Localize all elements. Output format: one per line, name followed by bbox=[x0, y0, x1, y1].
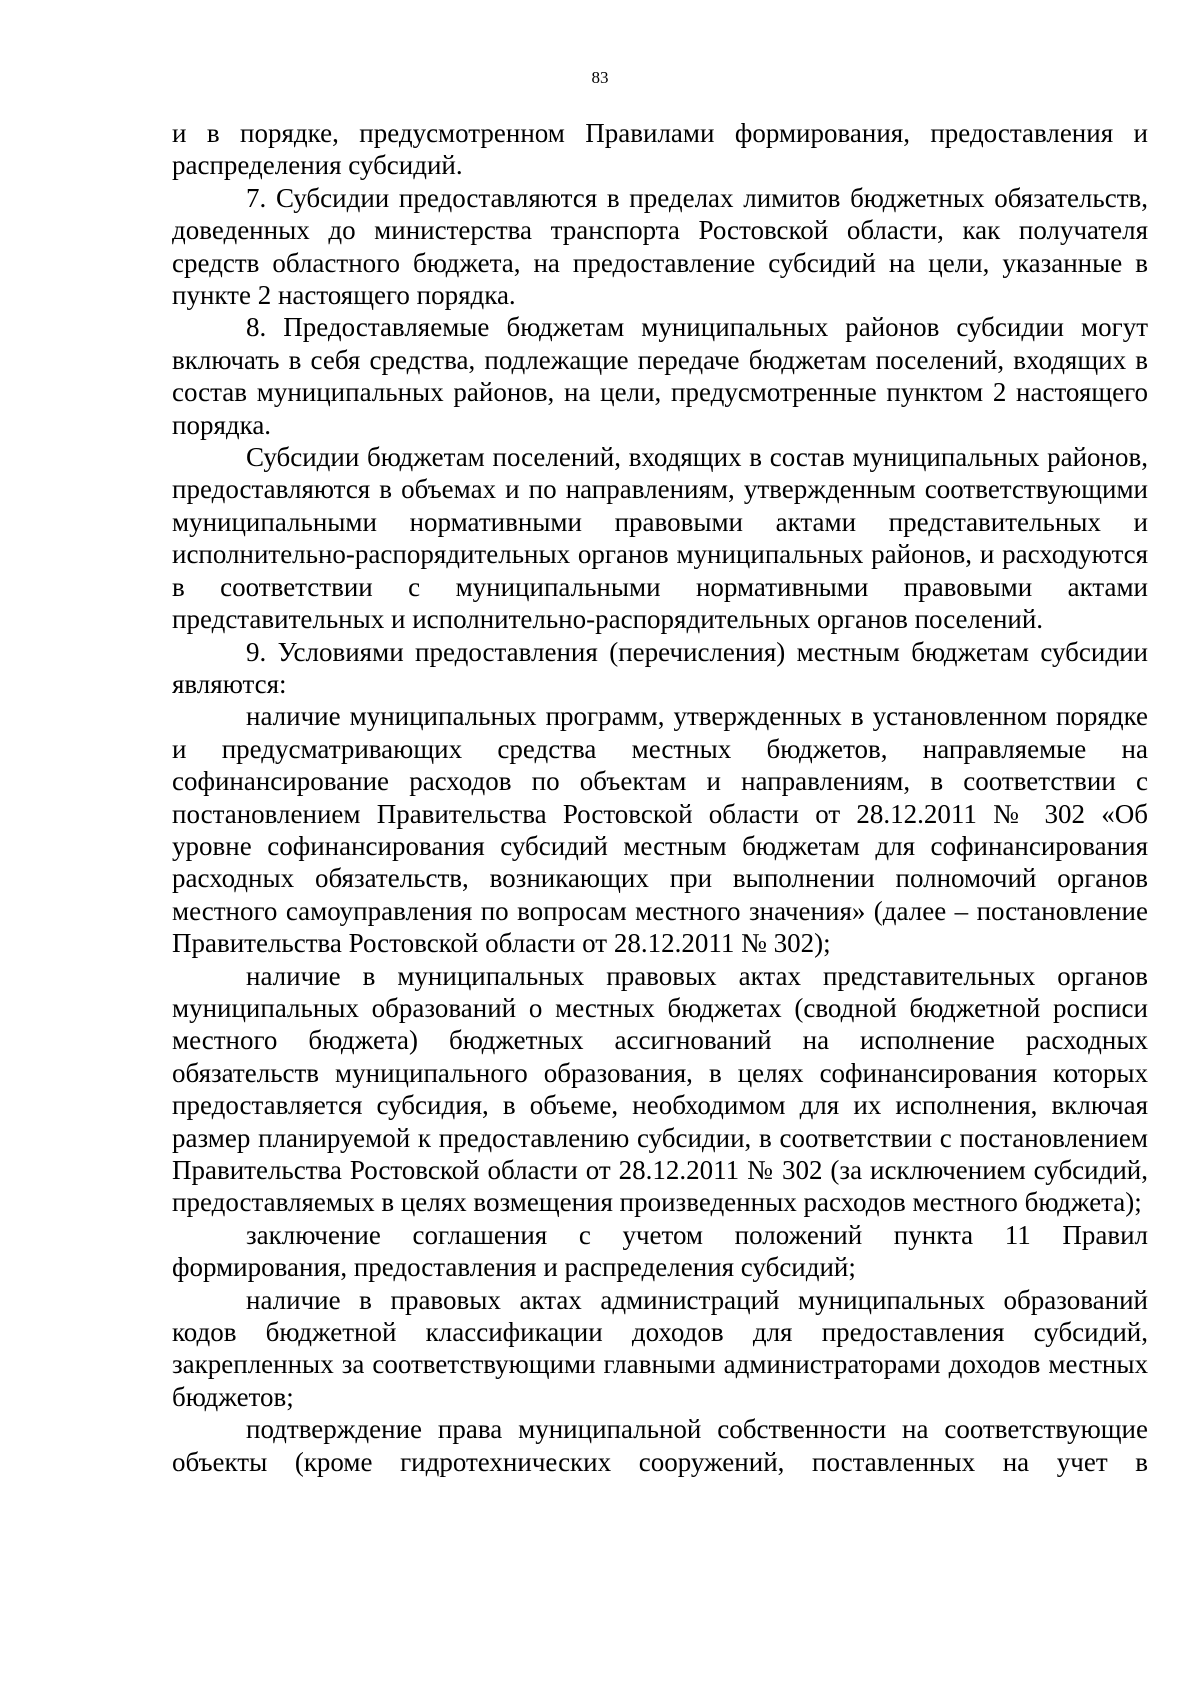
paragraph-condition-ownership: подтверждение права муниципальной собственности на соответствующие объекты (кроме гидротехнических сооружений, поставленных на учет в bbox=[172, 1414, 1148, 1477]
paragraph-condition-appropriations: наличие в муниципальных правовых актах представительных органов муниципальных образований о местных бюджетах (сводной бюджетной росписи местного бюджета) бюджетных ассигнований на исполнение расходных обязательств муниципального образования, в целях софинансирования которых предоставляется субсидия, в объеме, необходимом для их исполнения, включая размер планируемой к предоставлению субсидии, в соответствии с постановлением Правительства Ростовской области от 28.12.2011 № 302 (за исключением субсидий, предоставляемых в целях возмещения произведенных расходов местного бюджета); bbox=[172, 960, 1148, 1218]
paragraph-settlement-subsidies: Субсидии бюджетам поселений, входящих в состав муниципальных районов, предоставляются в объемах и по направлениям, утвержденным соответствующими муниципальными нормативными правовыми актами представительных и исполнительно-распорядительных органов муниципальных районов, и расходуются в соответствии с муниципальными нормативными правовыми актами представительных и исполнительно-распорядительных органов поселений. bbox=[172, 442, 1148, 635]
paragraph-item-8: 8. Предоставляемые бюджетам муниципальных районов субсидии могут включать в себя средства, подлежащие передаче бюджетам поселений, входящих в состав муниципальных районов, на цели, предусмотренные пунктом 2 настоящего порядка. bbox=[172, 312, 1148, 440]
page-number: 83 bbox=[591, 68, 609, 87]
paragraph-condition-programs: наличие муниципальных программ, утвержденных в установленном порядке и предусматривающих средства местных бюджетов, направляемые на софинансирование расходов по объектам и направлениям, в соответствии с постановлением Правительства Ростовской области от 28.12.2011 № 302 «Об уровне софинансирования субсидий местным бюджетам для софинансирования расходных обязательств, возникающих при выполнении полномочий органов местного самоуправления по вопросам местного значения» (далее – постановление Правительства Ростовской области от 28.12.2011 № 302); bbox=[172, 701, 1148, 959]
paragraph-item-9: 9. Условиями предоставления (перечисления) местным бюджетам субсидии являются: bbox=[172, 636, 1148, 699]
paragraph-continuation: и в порядке, предусмотренном Правилами формирования, предоставления и распределения субсидий. bbox=[172, 118, 1148, 181]
paragraph-condition-classification-codes: наличие в правовых актах администраций муниципальных образований кодов бюджетной классификации доходов для предоставления субсидий, закрепленных за соответствующими главными администраторами доходов местных бюджетов; bbox=[172, 1284, 1148, 1412]
document-body bbox=[172, 117, 1148, 1478]
paragraph-condition-agreement: заключение соглашения с учетом положений пункта 11 Правил формирования, предоставления и распределения субсидий; bbox=[172, 1219, 1148, 1283]
paragraph-item-7: 7. Субсидии предоставляются в пределах лимитов бюджетных обязательств, доведенных до министерства транспорта Ростовской области, как получателя средств областного бюджета, на предоставление субсидий на цели, указанные в пункте 2 настоящего порядка. bbox=[172, 182, 1148, 311]
